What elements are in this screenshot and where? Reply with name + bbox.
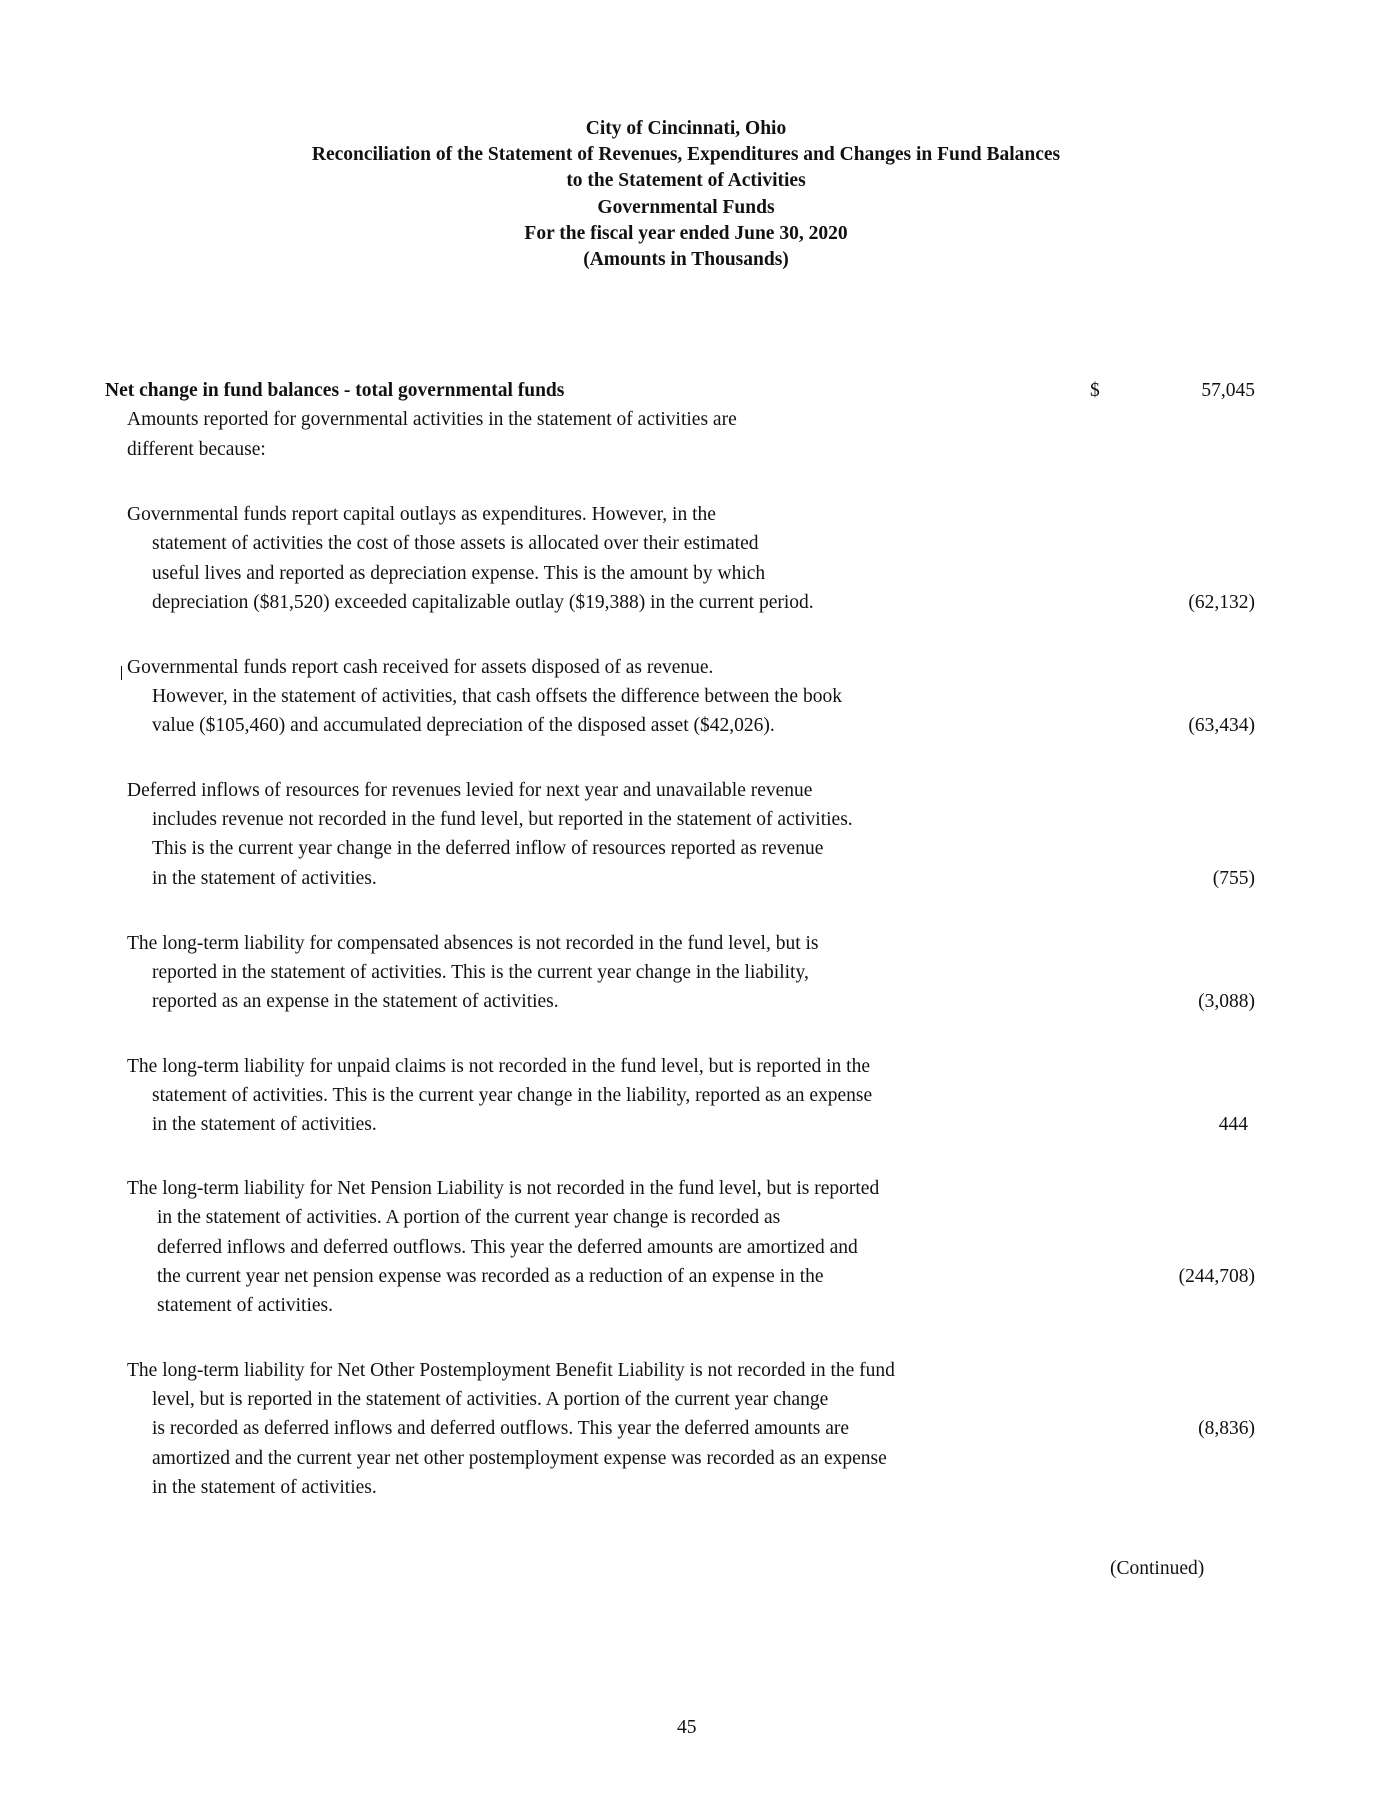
margin-mark xyxy=(121,666,122,680)
item-line: in the statement of activities. xyxy=(152,868,377,889)
item-line: the current year net pension expense was recorded as a reduction of an expense in the xyxy=(157,1266,824,1287)
item-line: The long-term liability for Net Other Postemployment Benefit Liability is not recorded in the fund xyxy=(127,1360,895,1381)
item-line: includes revenue not recorded in the fund level, but reported in the statement of activities. xyxy=(152,809,853,830)
item-line: deferred inflows and deferred outflows. This year the deferred amounts are amortized and xyxy=(157,1237,858,1258)
item-line: statement of activities. This is the current year change in the liability, reported as an expense xyxy=(152,1085,873,1106)
item-line: This is the current year change in the deferred inflow of resources reported as revenue xyxy=(152,838,824,859)
item-line: is recorded as deferred inflows and deferred outflows. This year the deferred amounts are xyxy=(152,1418,850,1439)
header-entity: City of Cincinnati, Ohio xyxy=(585,118,787,139)
item-line: The long-term liability for unpaid claims is not recorded in the fund level, but is reported in the xyxy=(127,1056,870,1077)
item-amount: (63,434) xyxy=(1188,715,1255,736)
item-line: reported as an expense in the statement of activities. xyxy=(152,991,559,1012)
item-line: statement of activities. xyxy=(157,1295,333,1316)
item-line: useful lives and reported as depreciation expense. This is the amount by which xyxy=(152,563,766,584)
item-line: Deferred inflows of resources for revenues levied for next year and unavailable revenue xyxy=(127,780,813,801)
page-number: 45 xyxy=(677,1717,697,1738)
item-line: However, in the statement of activities, that cash offsets the difference between the book xyxy=(152,686,842,707)
item-line: in the statement of activities. A portion of the current year change is recorded as xyxy=(157,1207,781,1228)
item-amount: (62,132) xyxy=(1188,592,1255,613)
net-change-label: Net change in fund balances - total governmental funds xyxy=(105,380,565,401)
item-line: Governmental funds report capital outlays as expenditures. However, in the xyxy=(127,504,716,525)
intro-line: Amounts reported for governmental activities in the statement of activities are xyxy=(127,409,737,430)
item-line: in the statement of activities. xyxy=(152,1114,377,1135)
net-change-amount: 57,045 xyxy=(1201,380,1255,401)
intro-line: different because: xyxy=(127,439,266,460)
report-header xyxy=(0,116,1372,273)
item-line: statement of activities the cost of those assets is allocated over their estimated xyxy=(152,533,759,554)
item-line: reported in the statement of activities. This is the current year change in the liability, xyxy=(152,962,809,983)
item-line: Governmental funds report cash received for assets disposed of as revenue. xyxy=(127,657,714,678)
item-amount: (8,836) xyxy=(1198,1418,1255,1439)
item-line: amortized and the current year net other postemployment expense was recorded as an expense xyxy=(152,1448,887,1469)
currency-symbol: $ xyxy=(1090,380,1100,401)
header-fund-type: Governmental Funds xyxy=(597,196,775,218)
header-units: (Amounts in Thousands) xyxy=(583,249,789,271)
item-line: value ($105,460) and accumulated depreciation of the disposed asset ($42,026). xyxy=(152,715,775,736)
header-period: For the fiscal year ended June 30, 2020 xyxy=(524,222,848,244)
item-amount: (244,708) xyxy=(1178,1266,1255,1287)
continued-note: (Continued) xyxy=(1110,1558,1205,1579)
item-amount: 444 xyxy=(1218,1114,1248,1135)
item-line: level, but is reported in the statement of activities. A portion of the current year change xyxy=(152,1389,829,1410)
header-title-cont: to the Statement of Activities xyxy=(566,170,806,192)
item-line: The long-term liability for compensated absences is not recorded in the fund level, but is xyxy=(127,933,819,954)
item-line: depreciation ($81,520) exceeded capitalizable outlay ($19,388) in the current period. xyxy=(152,592,814,613)
item-amount: (755) xyxy=(1212,868,1255,889)
item-amount: (3,088) xyxy=(1198,991,1255,1012)
item-line: The long-term liability for Net Pension Liability is not recorded in the fund level, but is reported xyxy=(127,1178,880,1199)
header-title: Reconciliation of the Statement of Revenues, Expenditures and Changes in Fund Balances xyxy=(311,144,1061,166)
item-line: in the statement of activities. xyxy=(152,1477,377,1498)
